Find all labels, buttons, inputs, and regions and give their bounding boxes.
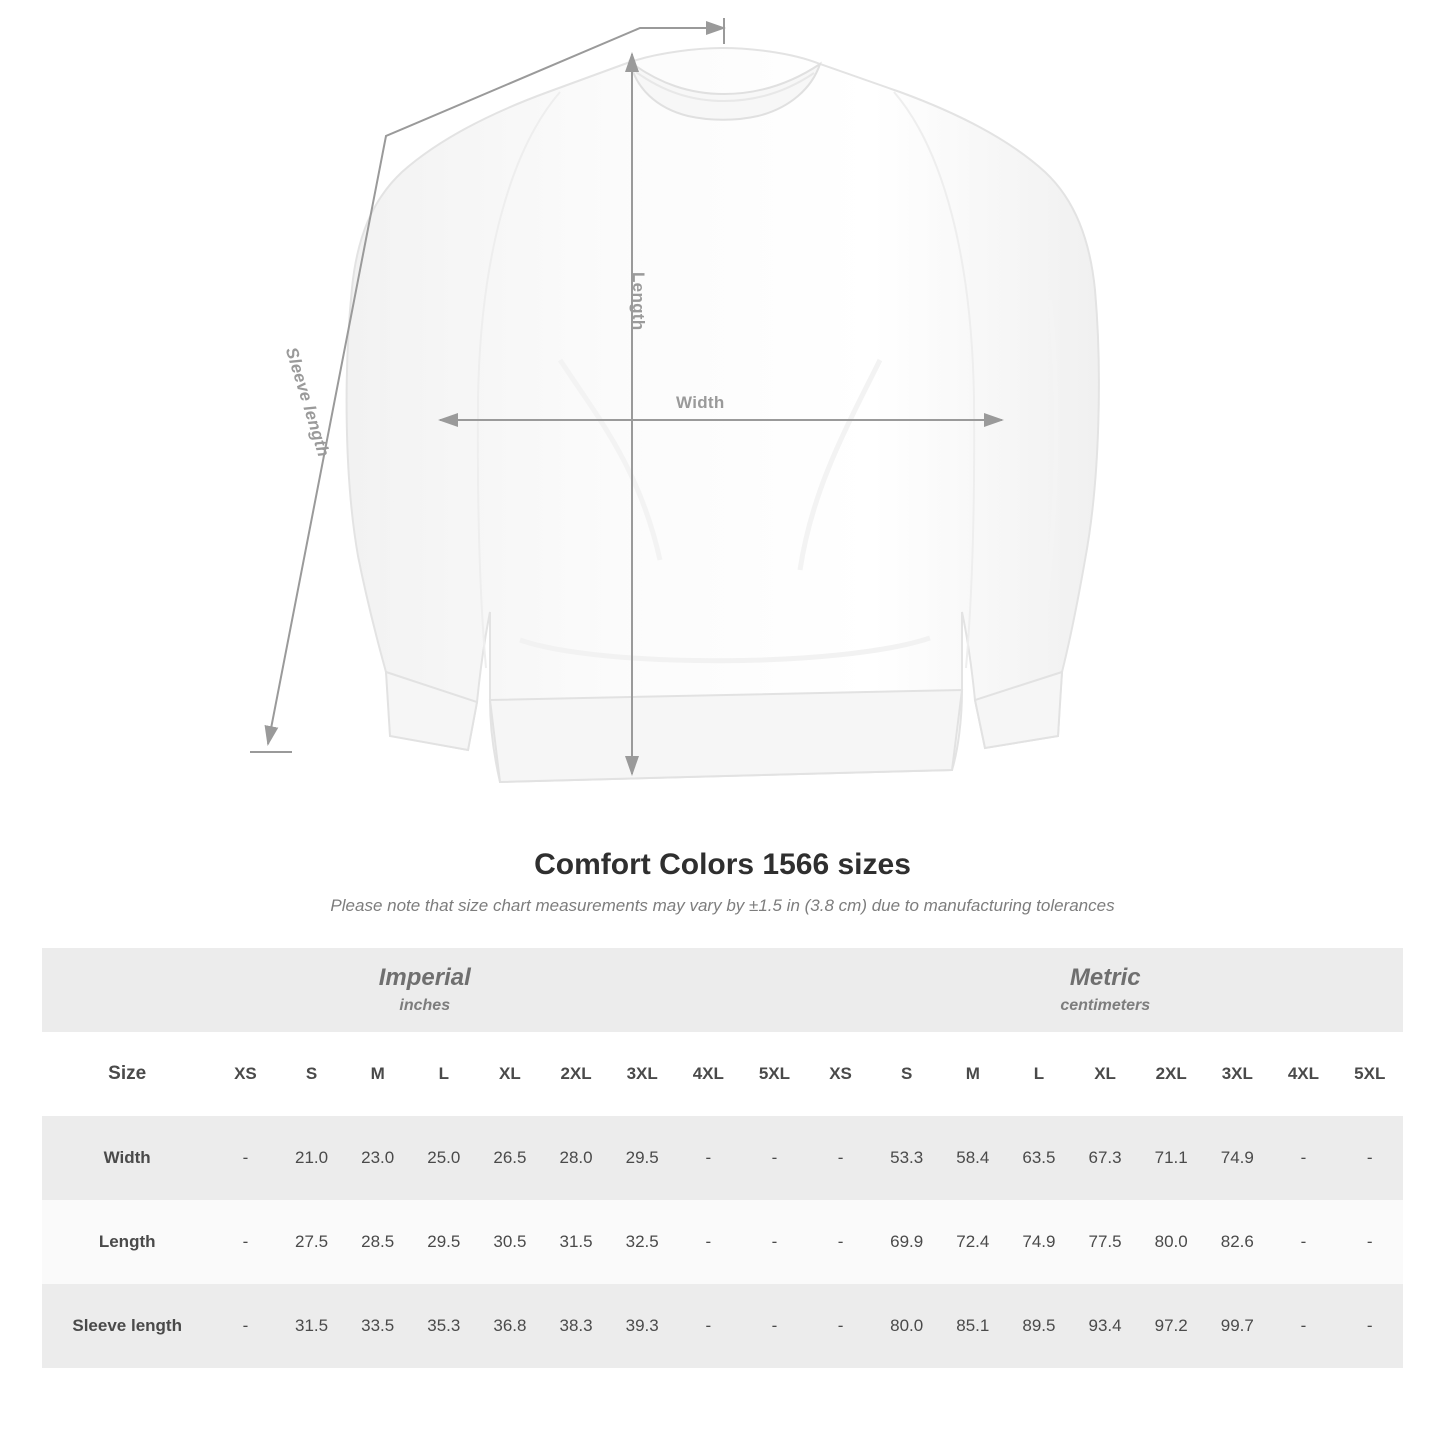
cell-length-imperial-s: 27.5 — [278, 1200, 344, 1284]
cell-length-metric-xl: 77.5 — [1072, 1200, 1138, 1284]
cell-width-imperial-5xl: - — [741, 1116, 807, 1200]
cell-sleeve-imperial-xs: - — [212, 1284, 278, 1368]
cell-length-imperial-3xl: 32.5 — [609, 1200, 675, 1284]
width-label: Width — [676, 393, 725, 412]
cell-width-imperial-2xl: 28.0 — [543, 1116, 609, 1200]
cell-length-imperial-2xl: 31.5 — [543, 1200, 609, 1284]
col-header-metric-xs: XS — [808, 1032, 874, 1116]
cell-length-metric-l: 74.9 — [1006, 1200, 1072, 1284]
col-header-metric-xl: XL — [1072, 1032, 1138, 1116]
title-block — [0, 848, 1445, 916]
cell-sleeve-imperial-m: 33.5 — [345, 1284, 411, 1368]
size-header-cell: Size — [42, 1032, 212, 1116]
cell-width-imperial-m: 23.0 — [345, 1116, 411, 1200]
cell-length-imperial-5xl: - — [741, 1200, 807, 1284]
col-header-imperial-xs: XS — [212, 1032, 278, 1116]
col-header-metric-s: S — [874, 1032, 940, 1116]
col-header-metric-2xl: 2XL — [1138, 1032, 1204, 1116]
cell-length-metric-5xl: - — [1337, 1200, 1404, 1284]
col-header-metric-4xl: 4XL — [1270, 1032, 1336, 1116]
imperial-unit: inches — [399, 997, 451, 1015]
cell-width-metric-4xl: - — [1270, 1116, 1336, 1200]
tolerance-note: Please note that size chart measurements may vary by ±1.5 in (3.8 cm) due to manufacturing tolerances — [330, 896, 1115, 915]
cell-width-imperial-l: 25.0 — [411, 1116, 477, 1200]
cell-sleeve-imperial-l: 35.3 — [411, 1284, 477, 1368]
cell-sleeve-metric-xs: - — [808, 1284, 874, 1368]
cell-width-imperial-xl: 26.5 — [477, 1116, 543, 1200]
cell-length-metric-m: 72.4 — [940, 1200, 1006, 1284]
metric-unit: centimeters — [1060, 997, 1151, 1015]
cell-sleeve-imperial-s: 31.5 — [278, 1284, 344, 1368]
cell-length-imperial-m: 28.5 — [345, 1200, 411, 1284]
metric-name: Metric — [1069, 963, 1141, 991]
unit-system-imperial — [42, 948, 808, 1032]
size-header-row — [42, 1032, 1403, 1116]
col-header-imperial-s: S — [278, 1032, 344, 1116]
cell-width-metric-s: 53.3 — [874, 1116, 940, 1200]
cell-sleeve-metric-s: 80.0 — [874, 1284, 940, 1368]
row-label-length: Length — [42, 1200, 212, 1284]
col-header-metric-3xl: 3XL — [1204, 1032, 1270, 1116]
cell-sleeve-metric-2xl: 97.2 — [1138, 1284, 1204, 1368]
cell-sleeve-imperial-5xl: - — [741, 1284, 807, 1368]
unit-system-metric — [808, 948, 1404, 1032]
cell-sleeve-imperial-4xl: - — [675, 1284, 741, 1368]
table-row — [42, 1116, 1403, 1200]
page-title: Comfort Colors 1566 sizes — [534, 848, 911, 881]
col-header-imperial-xl: XL — [477, 1032, 543, 1116]
cell-sleeve-metric-3xl: 99.7 — [1204, 1284, 1270, 1368]
sweatshirt-shape — [347, 48, 1099, 782]
col-header-imperial-l: L — [411, 1032, 477, 1116]
cell-width-imperial-s: 21.0 — [278, 1116, 344, 1200]
size-table — [42, 948, 1403, 1368]
col-header-metric-5xl: 5XL — [1337, 1032, 1404, 1116]
cell-sleeve-metric-5xl: - — [1337, 1284, 1404, 1368]
sleeve-length-label: Sleeve length — [281, 345, 334, 460]
cell-width-imperial-xs: - — [212, 1116, 278, 1200]
imperial-name: Imperial — [378, 963, 471, 991]
col-header-metric-m: M — [940, 1032, 1006, 1116]
cell-width-metric-m: 58.4 — [940, 1116, 1006, 1200]
row-label-width: Width — [42, 1116, 212, 1200]
cell-width-imperial-3xl: 29.5 — [609, 1116, 675, 1200]
col-header-imperial-5xl: 5XL — [741, 1032, 807, 1116]
cell-width-metric-xs: - — [808, 1116, 874, 1200]
col-header-metric-l: L — [1006, 1032, 1072, 1116]
unit-system-row — [42, 948, 1403, 1032]
cell-width-imperial-4xl: - — [675, 1116, 741, 1200]
cell-length-metric-4xl: - — [1270, 1200, 1336, 1284]
col-header-imperial-4xl: 4XL — [675, 1032, 741, 1116]
cell-width-metric-2xl: 71.1 — [1138, 1116, 1204, 1200]
cell-sleeve-metric-l: 89.5 — [1006, 1284, 1072, 1368]
row-label-sleeve-length: Sleeve length — [42, 1284, 212, 1368]
cell-width-metric-xl: 67.3 — [1072, 1116, 1138, 1200]
length-label: Length — [629, 272, 648, 331]
cell-sleeve-imperial-3xl: 39.3 — [609, 1284, 675, 1368]
col-header-imperial-3xl: 3XL — [609, 1032, 675, 1116]
cell-length-metric-xs: - — [808, 1200, 874, 1284]
size-table-wrapper — [42, 948, 1403, 1368]
cell-length-imperial-4xl: - — [675, 1200, 741, 1284]
cell-sleeve-imperial-2xl: 38.3 — [543, 1284, 609, 1368]
cell-length-metric-3xl: 82.6 — [1204, 1200, 1270, 1284]
cell-length-metric-s: 69.9 — [874, 1200, 940, 1284]
cell-length-imperial-xs: - — [212, 1200, 278, 1284]
cell-width-metric-5xl: - — [1337, 1116, 1404, 1200]
cell-length-imperial-l: 29.5 — [411, 1200, 477, 1284]
cell-sleeve-imperial-xl: 36.8 — [477, 1284, 543, 1368]
cell-sleeve-metric-4xl: - — [1270, 1284, 1336, 1368]
cell-length-imperial-xl: 30.5 — [477, 1200, 543, 1284]
cell-width-metric-3xl: 74.9 — [1204, 1116, 1270, 1200]
table-row — [42, 1284, 1403, 1368]
cell-width-metric-l: 63.5 — [1006, 1116, 1072, 1200]
cell-sleeve-metric-m: 85.1 — [940, 1284, 1006, 1368]
cell-sleeve-metric-xl: 93.4 — [1072, 1284, 1138, 1368]
col-header-imperial-m: M — [345, 1032, 411, 1116]
cell-length-metric-2xl: 80.0 — [1138, 1200, 1204, 1284]
table-row — [42, 1200, 1403, 1284]
col-header-imperial-2xl: 2XL — [543, 1032, 609, 1116]
